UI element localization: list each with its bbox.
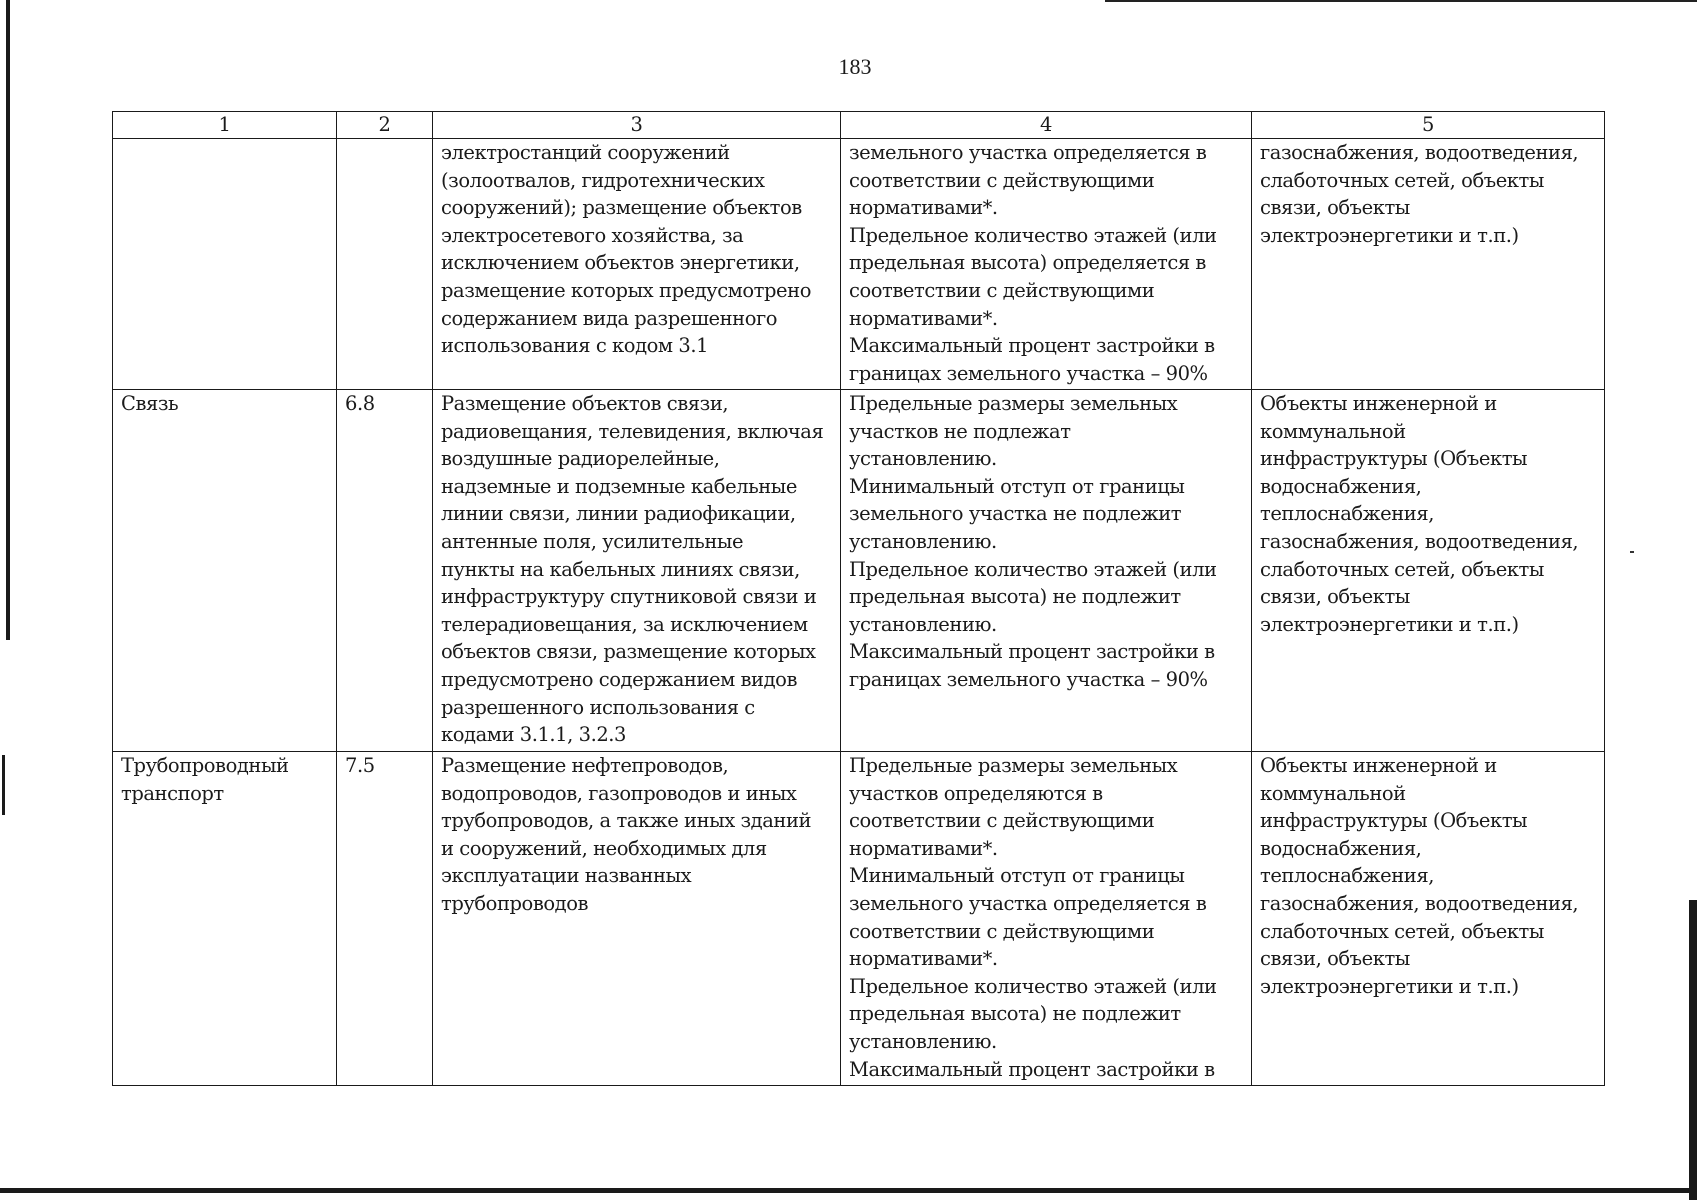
column-header-2: 2: [337, 112, 433, 139]
scan-border-top: [1105, 0, 1697, 2]
cell-text: газоснабжения, водоотведения, слаботочных сетей, объекты связи, объекты электроэнергетики и т.п.): [1260, 141, 1579, 247]
scan-border-left: [6, 0, 10, 640]
scan-border-right: [1689, 900, 1697, 1200]
cell-text: Предельные размеры земельных участков определяются в соответствии с действующими нормативами*. Минимальный отступ от границы земельного участка определяется в соответствии с действующими нормативами*. Предельное количество этажей (или предельная высота) не подлежит установлению. Максимальный процент застройки в: [849, 754, 1217, 1081]
table-header-row: [113, 112, 1605, 139]
land-use-table: [112, 111, 1605, 1086]
cell-auxiliary-uses: [1252, 139, 1605, 390]
cell-auxiliary-uses: [1252, 390, 1605, 752]
column-header-5: 5: [1252, 112, 1605, 139]
cell-text: Трубопроводный транспорт: [121, 754, 289, 805]
page-number: 183: [838, 54, 872, 79]
cell-use-type: [113, 752, 337, 1086]
table-row: [113, 752, 1605, 1086]
cell-description: [433, 390, 841, 752]
cell-text: Размещение объектов связи, радиовещания, телевидения, включая воздушные радиорелейные, надземные и подземные кабельные линии связи, линии радиофикации, антенные поля, усилительные пункты на кабельных линиях связи, инфраструктуру спутниковой связи и телерадиовещания, за исключением объектов связи, размещение которых предусмотрено содержанием видов разрешенного использования с кодами 3.1.1, 3.2.3: [441, 392, 824, 747]
cell-text: земельного участка определяется в соответствии с действующими нормативами*. Предельное количество этажей (или предельная высота) определяется в соответствии с действующими нормативами*. Максимальный процент застройки в границах земельного участка – 90%: [849, 141, 1217, 385]
scan-speck: [1630, 551, 1634, 553]
cell-description: [433, 752, 841, 1086]
cell-text: Предельные размеры земельных участков не подлежат установлению. Минимальный отступ от границы земельного участка не подлежит установлению. Предельное количество этажей (или предельная высота) не подлежит установлению. Максимальный процент застройки в границах земельного участка – 90%: [849, 392, 1217, 691]
cell-use-type: [113, 139, 337, 390]
cell-code: [337, 139, 433, 390]
cell-auxiliary-uses: [1252, 752, 1605, 1086]
column-header-3: 3: [433, 112, 841, 139]
cell-text: Объекты инженерной и коммунальной инфраструктуры (Объекты водоснабжения, теплоснабжения, газоснабжения, водоотведения, слаботочных сетей, объекты связи, объекты электроэнергетики и т.п.): [1260, 392, 1579, 636]
cell-text: Связь: [121, 392, 179, 415]
column-header-1: 1: [113, 112, 337, 139]
cell-code: [337, 390, 433, 752]
cell-use-type: [113, 390, 337, 752]
cell-text: 6.8: [345, 392, 375, 415]
cell-text: Объекты инженерной и коммунальной инфраструктуры (Объекты водоснабжения, теплоснабжения, газоснабжения, водоотведения, слаботочных сетей, объекты связи, объекты электроэнергетики и т.п.): [1260, 754, 1579, 998]
cell-description: [433, 139, 841, 390]
cell-code: [337, 752, 433, 1086]
column-header-4: 4: [841, 112, 1252, 139]
cell-parameters: [841, 752, 1252, 1086]
scan-border-bottom: [0, 1188, 1697, 1193]
cell-parameters: [841, 139, 1252, 390]
table-row: [113, 390, 1605, 752]
cell-text: Размещение нефтепроводов, водопроводов, газопроводов и иных трубопроводов, а также иных зданий и сооружений, необходимых для эксплуатации названных трубопроводов: [441, 754, 812, 915]
table-row: [113, 139, 1605, 390]
cell-text: 7.5: [345, 754, 375, 777]
cell-parameters: [841, 390, 1252, 752]
cell-text: электростанций сооружений (золоотвалов, гидротехнических сооружений); размещение объектов электросетевого хозяйства, за исключением объектов энергетики, размещение которых предусмотрено содержанием вида разрешенного использования с кодом 3.1: [441, 141, 811, 358]
scan-mark-left: [2, 755, 5, 815]
